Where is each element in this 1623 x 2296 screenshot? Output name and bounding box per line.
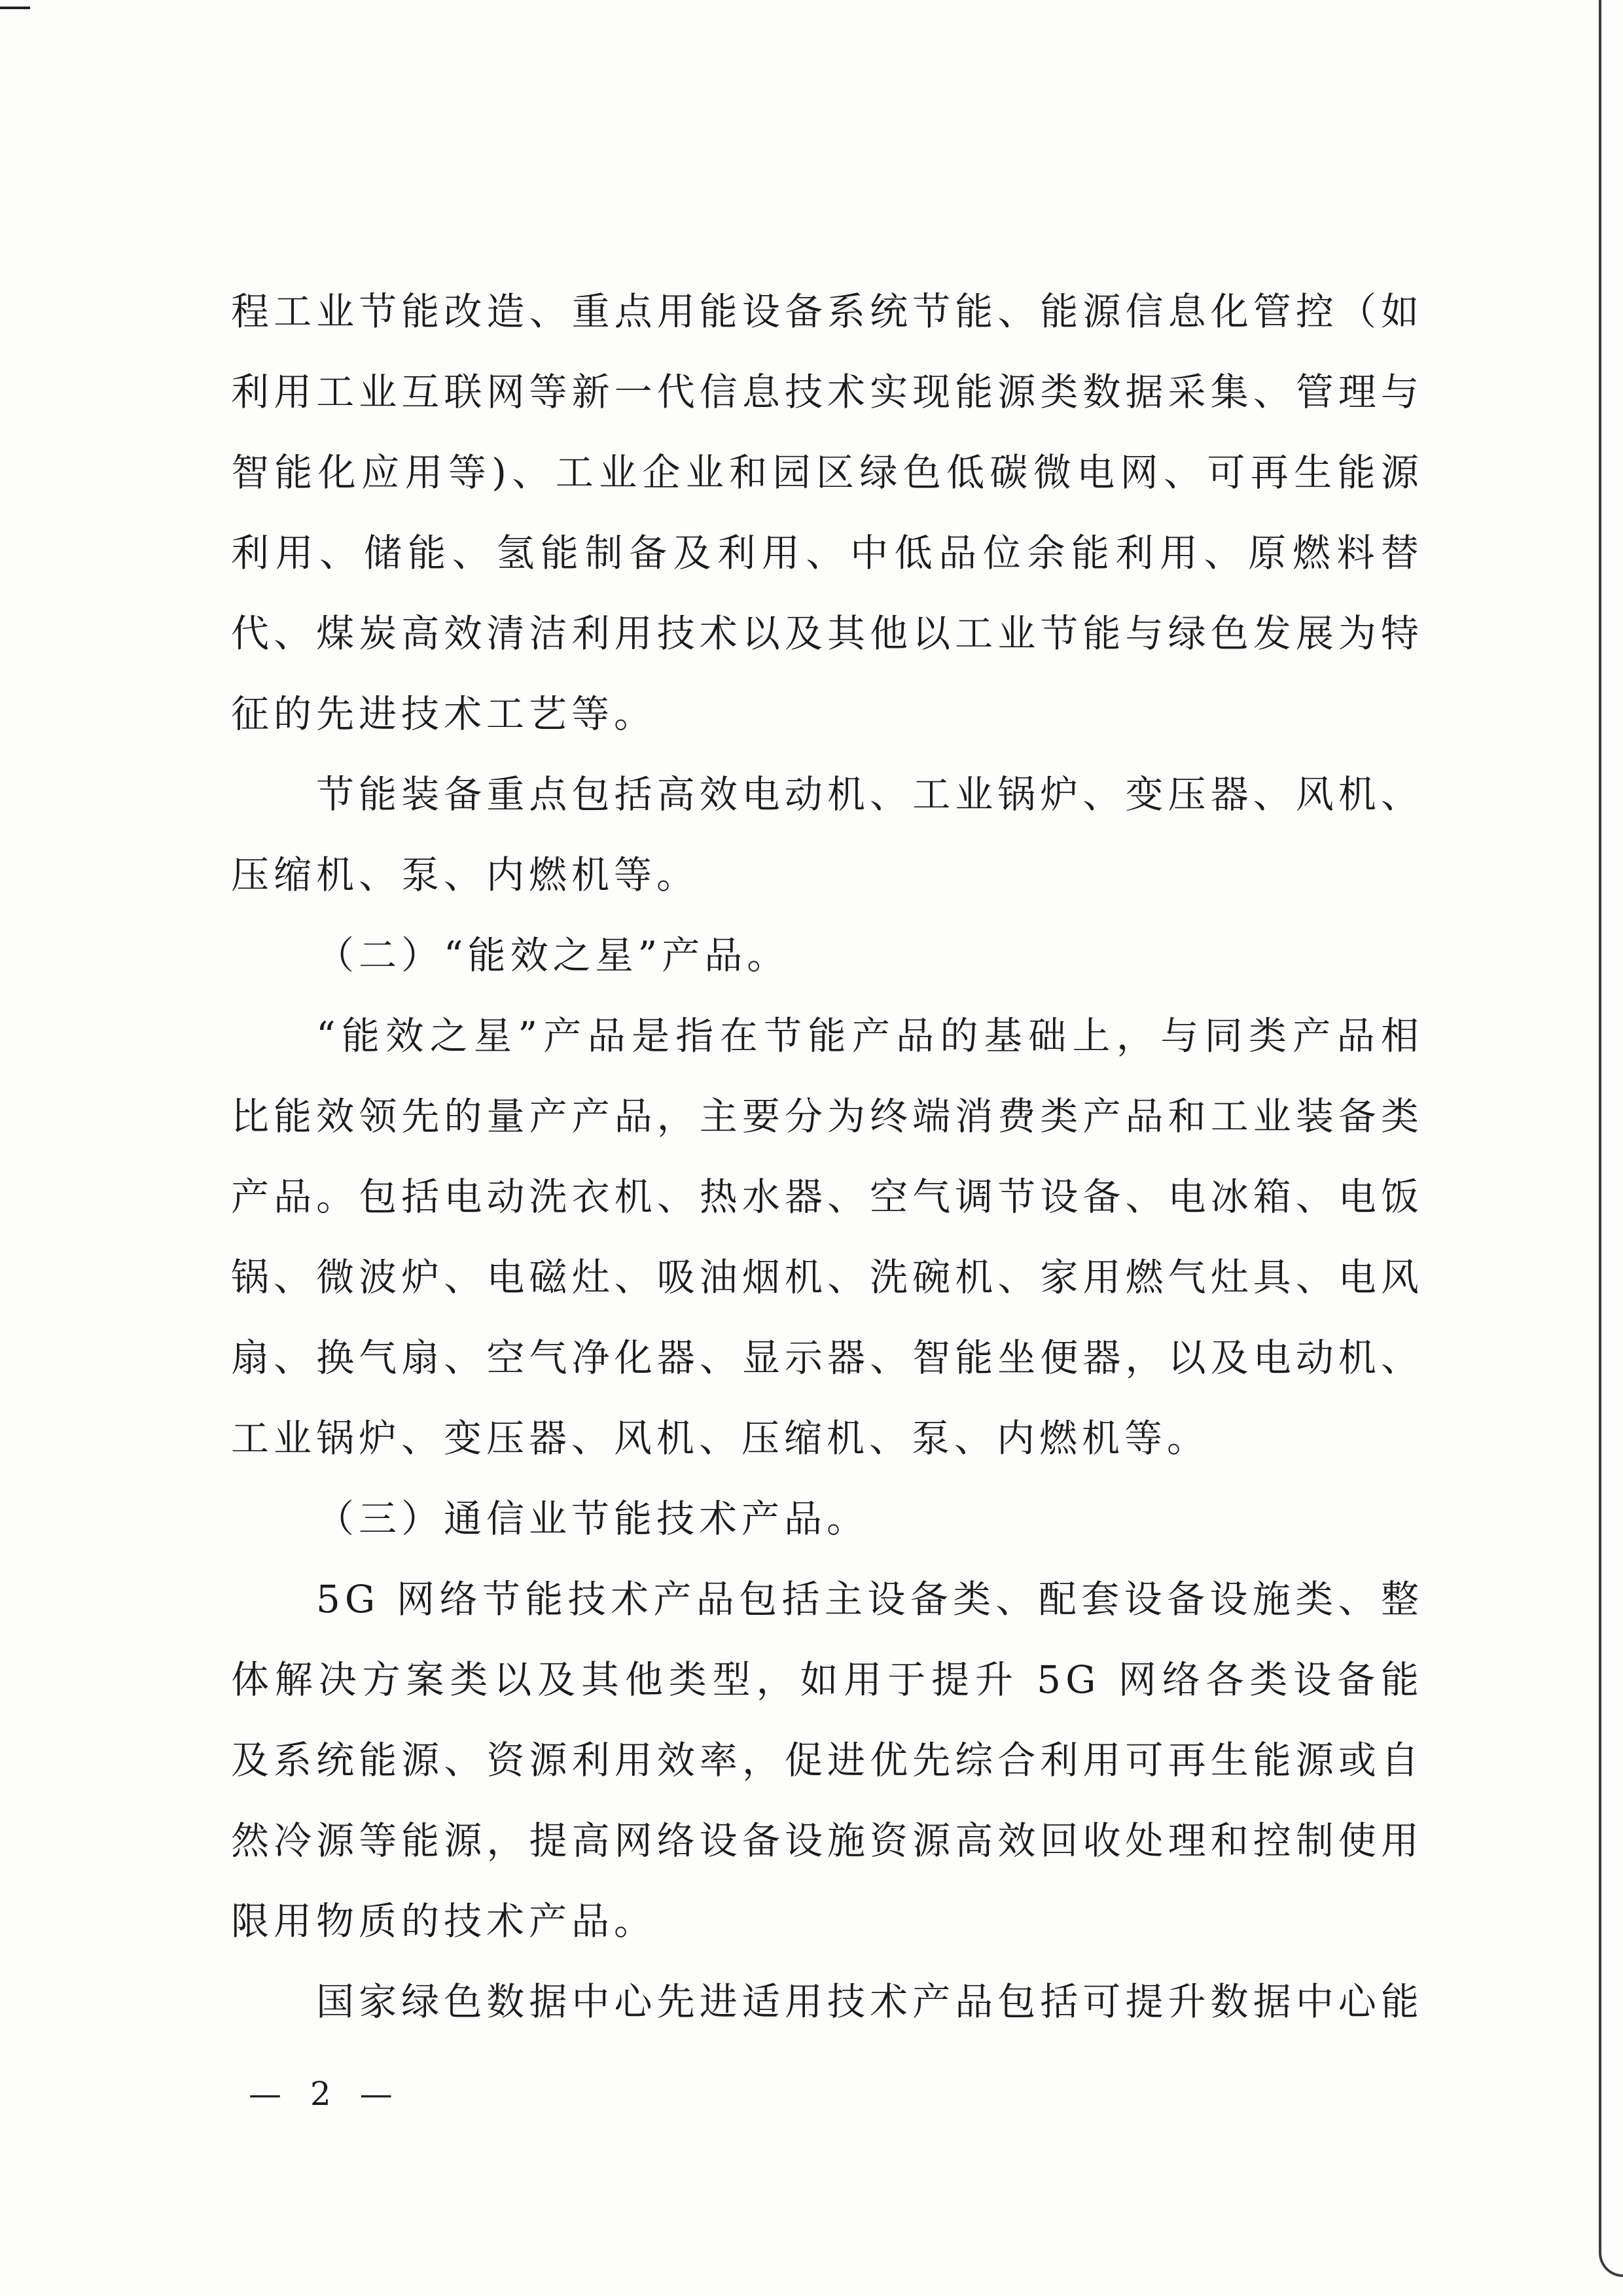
paragraph-line: 产品。包括电动洗衣机、热水器、空气调节设备、电冰箱、电饭 [231,1174,1423,1219]
body-text [231,272,1423,2042]
section-heading-2: （二）“能效之星”产品。 [316,933,790,978]
scan-corner-mark [0,7,30,9]
paragraph-line: 国家绿色数据中心先进适用技术产品包括可提升数据中心能 [316,1979,1423,2024]
paragraph-line: 节能装备重点包括高效电动机、工业锅炉、变压器、风机、 [316,772,1423,817]
paragraph-line: 智能化应用等)、工业企业和园区绿色低碳微电网、可再生能源 [231,450,1423,495]
paragraph-line: 工业锅炉、变压器、风机、压缩机、泵、内燃机等。 [231,1416,1210,1460]
paragraph-line: 利用、储能、氢能制备及利用、中低品位余能利用、原燃料替 [231,531,1423,575]
paragraph-line: 然冷源等能源，提高网络设备设施资源高效回收处理和控制使用 [231,1818,1423,1863]
paragraph-line: 扇、换气扇、空气净化器、显示器、智能坐便器，以及电动机、 [231,1335,1423,1380]
paragraph-line: 程工业节能改造、重点用能设备系统节能、能源信息化管控（如 [231,289,1423,334]
paragraph-line: 锅、微波炉、电磁灶、吸油烟机、洗碗机、家用燃气灶具、电风 [231,1255,1423,1299]
paragraph-line: 5G 网络节能技术产品包括主设备类、配套设备设施类、整 [316,1577,1423,1621]
scan-edge-line [1599,0,1601,2251]
scan-edge-curve [1599,2212,1623,2277]
paragraph-line: 及系统能源、资源利用效率，促进优先综合利用可再生能源或自 [231,1738,1423,1782]
paragraph-line: “能效之星”产品是指在节能产品的基础上，与同类产品相 [316,1014,1423,1058]
paragraph-line: 比能效领先的量产产品，主要分为终端消费类产品和工业装备类 [231,1094,1423,1139]
paragraph-line: 利用工业互联网等新一代信息技术实现能源类数据采集、管理与 [231,370,1423,414]
page-number: — 2 — [249,2075,402,2113]
section-heading-3: （三）通信业节能技术产品。 [316,1496,870,1541]
paragraph-line: 体解决方案类以及其他类型，如用于提升 5G 网络各类设备能 [231,1657,1423,1702]
paragraph-line: 压缩机、泵、内燃机等。 [231,853,700,897]
paragraph-line: 征的先进技术工艺等。 [231,692,657,736]
paragraph-line: 限用物质的技术产品。 [231,1899,657,1943]
paragraph-line: 代、煤炭高效清洁利用技术以及其他以工业节能与绿色发展为特 [231,611,1423,656]
